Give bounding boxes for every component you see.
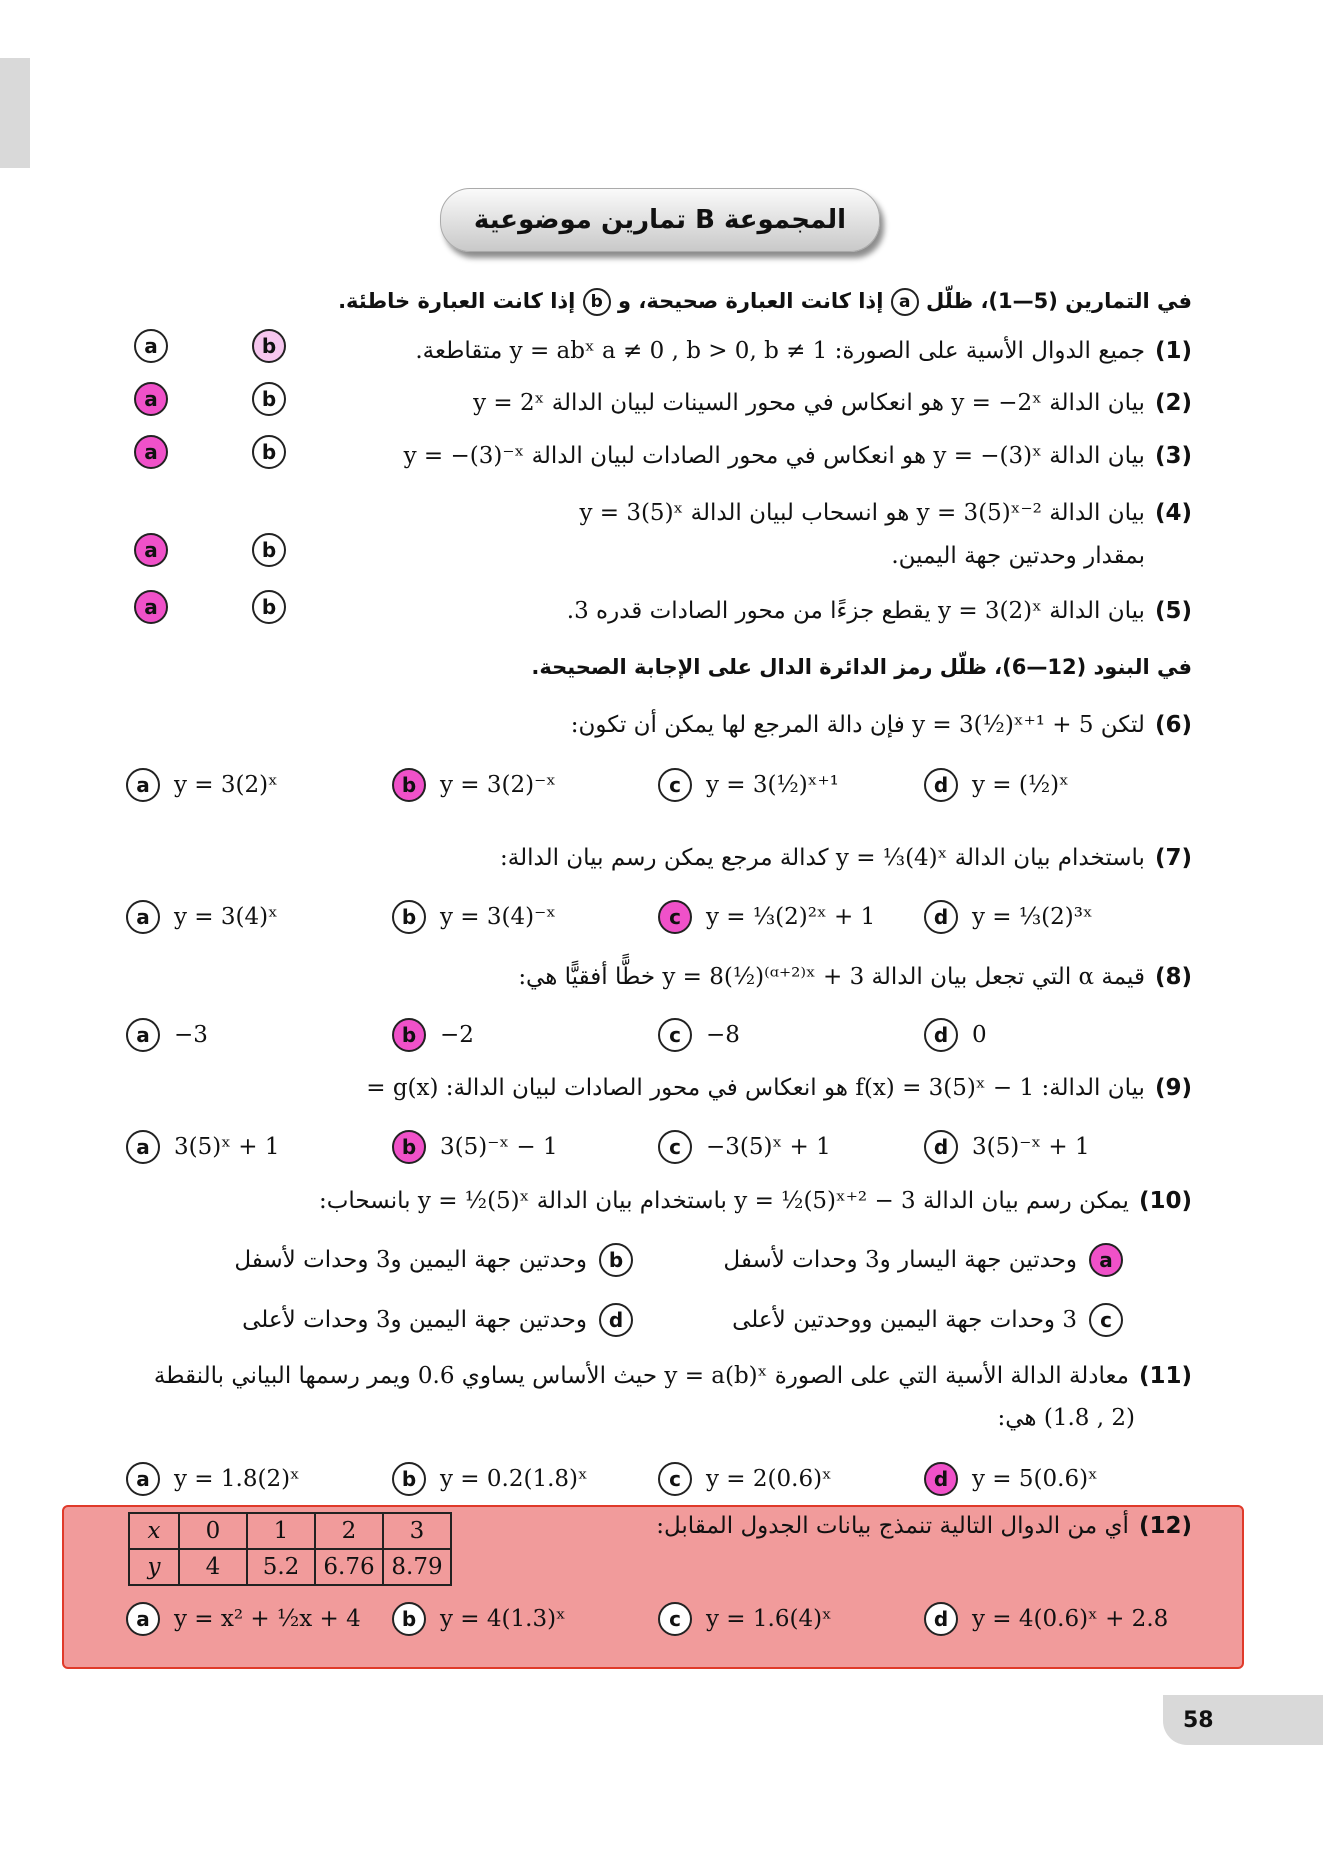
tf2-option-a[interactable]: a [134,382,168,416]
q12-option-b[interactable]: b y = 4(1.3)ˣ [392,1602,566,1636]
side-tab [0,58,30,168]
tf1-option-a[interactable]: a [134,329,168,363]
mc-instructions: في البنود (12—6)، ظلّل رمز الدائرة الدال على الإجابة الصحيحة. [531,655,1192,679]
table-cell: y [129,1549,179,1585]
tf4-option-a[interactable]: a [134,533,168,567]
legend-b-circle: b [583,288,611,316]
section-title: المجموعة B تمارين موضوعية [473,205,847,235]
q6-option-a[interactable]: a y = 3(2)ˣ [126,768,278,802]
q8-option-a[interactable]: a −3 [126,1018,208,1052]
tf1-option-b[interactable]: b [252,329,286,363]
table-cell: 3 [383,1513,451,1549]
mc-question-11: (11)معادلة الدالة الأسية التي على الصورة y = a(b)ˣ حيث الأساس يساوي 0.6 ويمر رسمها البياني بالنقطة [153,1363,1192,1389]
data-table [128,1512,452,1586]
legend-a-circle: a [891,288,919,316]
q7-option-b[interactable]: b y = 3(4)⁻ˣ [392,900,556,934]
q11-option-a[interactable]: a y = 1.8(2)ˣ [126,1462,300,1496]
q9-option-c[interactable]: c −3(5)ˣ + 1 [658,1130,831,1164]
tf-question-3: (3)بيان الدالة y = −(3)ˣ هو انعكاس في محور الصادات لبيان الدالة y = −(3)⁻ˣ [403,443,1192,469]
q7-option-c[interactable]: c y = ⅓(2)²ˣ + 1 [658,900,875,934]
section-title-banner [440,188,880,252]
table-cell: 8.79 [383,1549,451,1585]
q10-option-a[interactable]: a وحدتين جهة اليسار و3 وحدات لأسفل [723,1243,1123,1277]
tf-question-1: (1)جميع الدوال الأسية على الصورة: y = abˣ a ≠ 0 , b > 0, b ≠ 1 متقاطعة. [415,338,1192,364]
q11-option-d[interactable]: d y = 5(0.6)ˣ [924,1462,1098,1496]
q9-option-b[interactable]: b 3(5)⁻ˣ − 1 [392,1130,558,1164]
mc-question-8: (8)قيمة α التي تجعل بيان الدالة y = 8(½)⁽ᵅ⁺²⁾ˣ + 3 خطًّا أفقيًّا هي: [518,964,1192,990]
q10-option-b[interactable]: b وحدتين جهة اليمين و3 وحدات لأسفل [234,1243,633,1277]
q12-option-a[interactable]: a y = x² + ½x + 4 [126,1602,361,1636]
q8-option-c[interactable]: c −8 [658,1018,740,1052]
tf3-option-a[interactable]: a [134,435,168,469]
mc-question-11-cont: (2 , 1.8) هي: [997,1405,1135,1431]
tf5-option-a[interactable]: a [134,590,168,624]
q6-option-d[interactable]: d y = (½)ˣ [924,768,1069,802]
table-cell: 5.2 [247,1549,315,1585]
mc-question-7: (7)باستخدام بيان الدالة y = ⅓(4)ˣ كدالة مرجع يمكن رسم بيان الدالة: [500,845,1192,871]
mc-question-9: (9)بيان الدالة: f(x) = 3(5)ˣ − 1 هو انعكاس في محور الصادات لبيان الدالة: g(x) = [366,1075,1192,1101]
q11-option-c[interactable]: c y = 2(0.6)ˣ [658,1462,832,1496]
mc-question-10: (10)يمكن رسم بيان الدالة y = ½(5)ˣ⁺² − 3 باستخدام بيان الدالة y = ½(5)ˣ بانسحاب: [318,1188,1192,1214]
tf3-option-b[interactable]: b [252,435,286,469]
q12-option-c[interactable]: c y = 1.6(4)ˣ [658,1602,832,1636]
q10-option-c[interactable]: c 3 وحدات جهة اليمين ووحدتين لأعلى [732,1303,1123,1337]
q7-option-d[interactable]: d y = ⅓(2)³ˣ [924,900,1093,934]
tf5-option-b[interactable]: b [252,590,286,624]
tf-question-5: (5)بيان الدالة y = 3(2)ˣ يقطع جزءًا من محور الصادات قدره 3. [566,598,1192,624]
q12-option-d[interactable]: d y = 4(0.6)ˣ + 2.8 [924,1602,1168,1636]
page-number: 58 [1163,1695,1323,1745]
tf-question-2: (2)بيان الدالة y = −2ˣ هو انعكاس في محور السينات لبيان الدالة y = 2ˣ [473,390,1192,416]
mc-question-12: (12)أي من الدوال التالية تنمذج بيانات الجدول المقابل: [656,1513,1192,1539]
q8-option-d[interactable]: d 0 [924,1018,987,1052]
table-cell: 1 [247,1513,315,1549]
tf4-option-b[interactable]: b [252,533,286,567]
tf-question-4-cont: بمقدار وحدتين جهة اليمين. [891,543,1145,569]
q6-option-b[interactable]: b y = 3(2)⁻ˣ [392,768,556,802]
tf-question-4: (4)بيان الدالة y = 3(5)ˣ⁻² هو انسحاب لبيان الدالة y = 3(5)ˣ [579,500,1192,526]
mc-question-6: (6)لتكن y = 3(½)ˣ⁺¹ + 5 فإن دالة المرجع لها يمكن أن تكون: [570,712,1192,738]
q8-option-b[interactable]: b −2 [392,1018,474,1052]
q6-option-c[interactable]: c y = 3(½)ˣ⁺¹ [658,768,839,802]
q11-option-b[interactable]: b y = 0.2(1.8)ˣ [392,1462,588,1496]
table-cell: x [129,1513,179,1549]
tf2-option-b[interactable]: b [252,382,286,416]
q9-option-d[interactable]: d 3(5)⁻ˣ + 1 [924,1130,1090,1164]
table-cell: 2 [315,1513,383,1549]
table-cell: 4 [179,1549,247,1585]
q9-option-a[interactable]: a 3(5)ˣ + 1 [126,1130,280,1164]
table-cell: 0 [179,1513,247,1549]
tf-instructions: في التمارين (5—1)، ظلّل a إذا كانت العبارة صحيحة، و b إذا كانت العبارة خاطئة. [338,288,1192,316]
table-cell: 6.76 [315,1549,383,1585]
q7-option-a[interactable]: a y = 3(4)ˣ [126,900,278,934]
q10-option-d[interactable]: d وحدتين جهة اليمين و3 وحدات لأعلى [242,1303,633,1337]
